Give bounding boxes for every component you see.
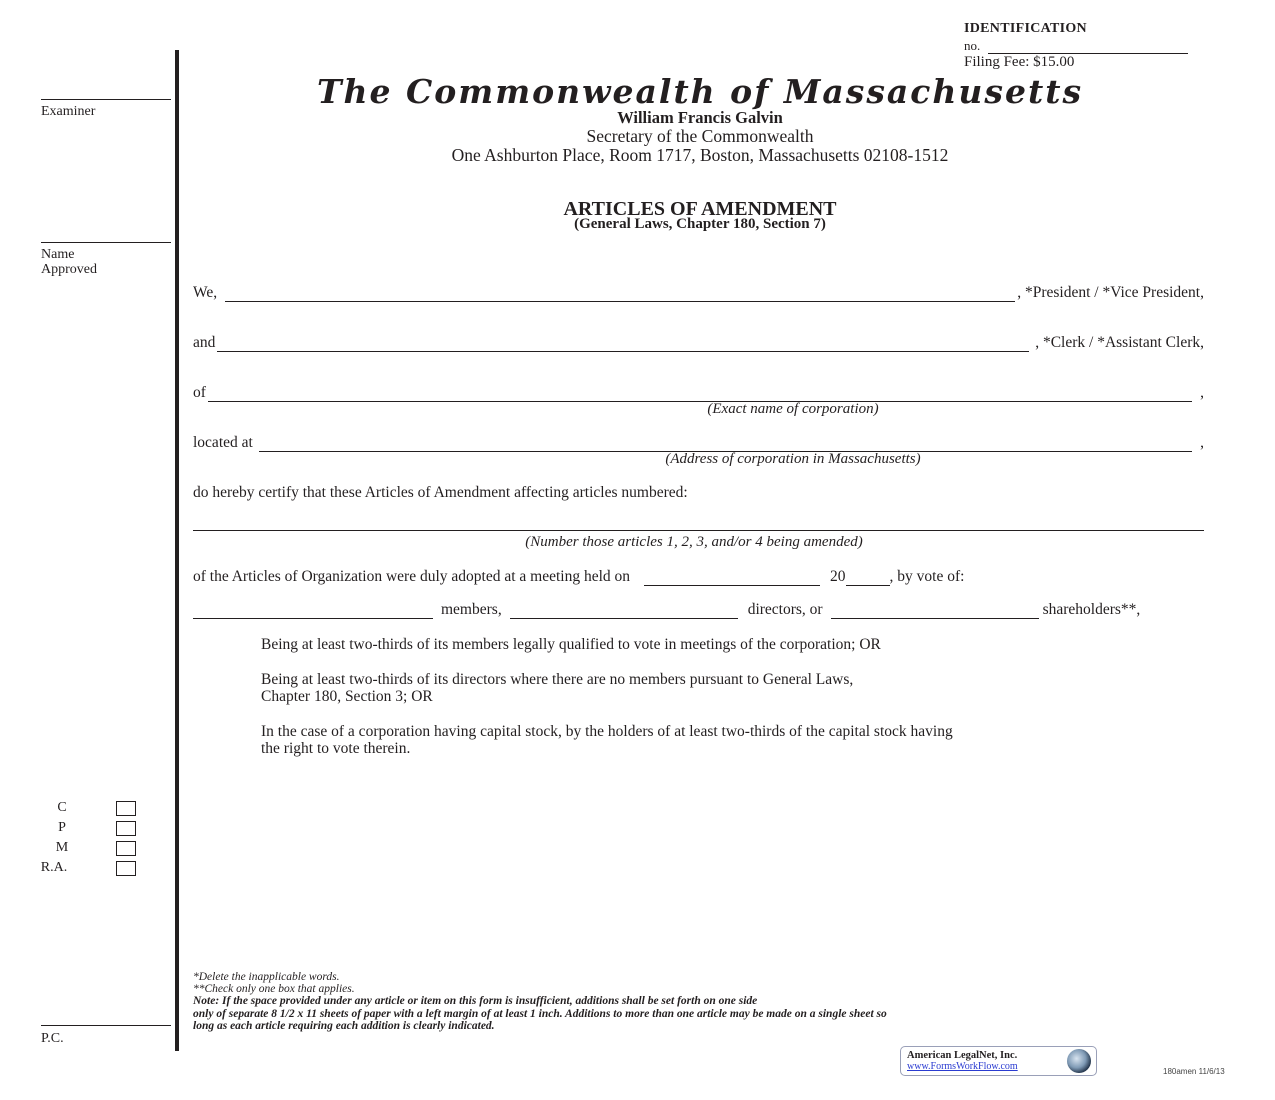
publisher-link[interactable]: www.FormsWorkFlow.com — [907, 1061, 1018, 1072]
comma: , — [1200, 384, 1204, 401]
row-vote-counts — [193, 601, 1204, 619]
checkbox-p[interactable] — [116, 821, 136, 836]
corporation-name-field[interactable] — [208, 388, 1192, 402]
checkbox-row-m — [32, 840, 136, 856]
option-text: Being at least two-thirds of its members legally qualified to vote in meetings of the corporation; OR — [261, 636, 881, 653]
clerk-name-field[interactable] — [217, 338, 1029, 352]
checkbox-row-p — [32, 820, 136, 836]
official-name: William Francis Galvin — [617, 108, 783, 127]
commonwealth-title: The Commonwealth of Massachusetts — [316, 72, 1084, 111]
option-text: In the case of a corporation having capital stock, by the holders of at least two-thirds of the capital stock having — [261, 723, 953, 740]
pc-line[interactable] — [41, 1025, 171, 1026]
certify-text: do hereby certify that these Articles of Amendment affecting articles numbered: — [193, 484, 688, 501]
option-text: Being at least two-thirds of its directors where there are no members pursuant to General Laws, — [261, 671, 854, 688]
form-title: ARTICLES OF AMENDMENT — [563, 198, 837, 220]
publisher-badge — [900, 1046, 1097, 1076]
identification-no-field[interactable] — [988, 43, 1188, 54]
we-label: We, — [193, 284, 218, 301]
checkbox-label: C — [57, 800, 67, 815]
name-approved-label-2: Approved — [41, 262, 97, 277]
row-corporation-name — [193, 384, 1204, 402]
office-address: One Ashburton Place, Room 1717, Boston, Massachusetts 02108-1512 — [451, 145, 949, 165]
meeting-date-field[interactable] — [644, 572, 820, 586]
name-approved-line[interactable] — [41, 242, 171, 243]
articles-numbered-field[interactable] — [193, 517, 1204, 531]
year-prefix: 20 — [830, 568, 846, 585]
president-title-options: , *President / *Vice President, — [1017, 284, 1204, 301]
checkbox-ra[interactable] — [116, 861, 136, 876]
of-label: of — [193, 384, 206, 401]
president-name-field[interactable] — [225, 288, 1015, 302]
checkbox-label: R.A. — [40, 860, 68, 875]
row-address — [193, 434, 1204, 452]
row-president — [193, 284, 1204, 302]
identification-block — [964, 20, 1188, 71]
identification-no-row — [964, 37, 1188, 54]
clerk-title-options: , *Clerk / *Assistant Clerk, — [1035, 334, 1204, 351]
footnote-note-line-1: Note: If the space provided under any article or item on this form is insufficient, additions shall be set forth on one side — [193, 995, 758, 1007]
name-approved-label-1: Name — [41, 247, 75, 262]
shareholders-count-field[interactable] — [831, 605, 1039, 619]
row-meeting-date — [193, 568, 964, 586]
filing-fee: Filing Fee: $15.00 — [964, 54, 1075, 70]
adopted-text: of the Articles of Organization were duly adopted at a meeting held on — [193, 568, 631, 585]
checkbox-label: P — [58, 820, 66, 835]
members-count-field[interactable] — [193, 605, 433, 619]
footnote-check: **Check only one box that applies. — [193, 983, 355, 995]
identification-title: IDENTIFICATION — [964, 21, 1087, 36]
option-text: the right to vote therein. — [261, 740, 411, 757]
members-label: members, — [441, 601, 502, 618]
form-code: 180amen 11/6/13 — [1163, 1067, 1225, 1076]
checkbox-row-c — [32, 800, 136, 816]
footnote-note-line-3: long as each article requiring each addition is clearly indicated. — [193, 1020, 495, 1032]
footnote-note-line-2: only of separate 8 1/2 x 11 sheets of paper with a left margin of at least 1 inch. Additions to more than one article may be made on a single sheet so — [193, 1008, 887, 1020]
official-title: Secretary of the Commonwealth — [586, 126, 814, 146]
footnote-delete: *Delete the inapplicable words. — [193, 971, 340, 983]
option-text: Chapter 180, Section 3; OR — [261, 688, 433, 705]
row-clerk — [193, 334, 1204, 352]
pc-label: P.C. — [41, 1031, 64, 1046]
shareholders-label: shareholders**, — [1042, 601, 1141, 618]
meeting-year-field[interactable] — [846, 572, 890, 586]
located-at-label: located at — [193, 434, 253, 451]
option-capital-stock — [261, 723, 953, 757]
corporation-address-caption: (Address of corporation in Massachusetts) — [665, 451, 921, 467]
checkbox-label: M — [55, 840, 69, 855]
directors-count-field[interactable] — [510, 605, 738, 619]
form-subtitle: (General Laws, Chapter 180, Section 7) — [574, 216, 826, 232]
row-articles-numbered — [193, 517, 1204, 531]
option-directors — [261, 671, 853, 705]
checkbox-c[interactable] — [116, 801, 136, 816]
examiner-label: Examiner — [41, 104, 96, 119]
margin-rule — [175, 50, 179, 1051]
publisher-name: American LegalNet, Inc. — [907, 1050, 1018, 1061]
identification-no-label: no. — [964, 38, 981, 53]
and-label: and — [193, 334, 216, 351]
corporation-name-caption: (Exact name of corporation) — [707, 401, 879, 417]
checkbox-m[interactable] — [116, 841, 136, 856]
row-certify — [193, 484, 1204, 502]
comma: , — [1200, 434, 1204, 451]
option-members — [261, 636, 881, 653]
directors-label: directors, or — [747, 601, 823, 618]
globe-logo-icon — [1067, 1049, 1091, 1073]
articles-numbered-caption: (Number those articles 1, 2, 3, and/or 4 being amended) — [525, 534, 863, 550]
checkbox-row-ra — [24, 860, 136, 876]
vote-of-label: , by vote of: — [889, 568, 965, 585]
corporation-address-field[interactable] — [259, 438, 1192, 452]
